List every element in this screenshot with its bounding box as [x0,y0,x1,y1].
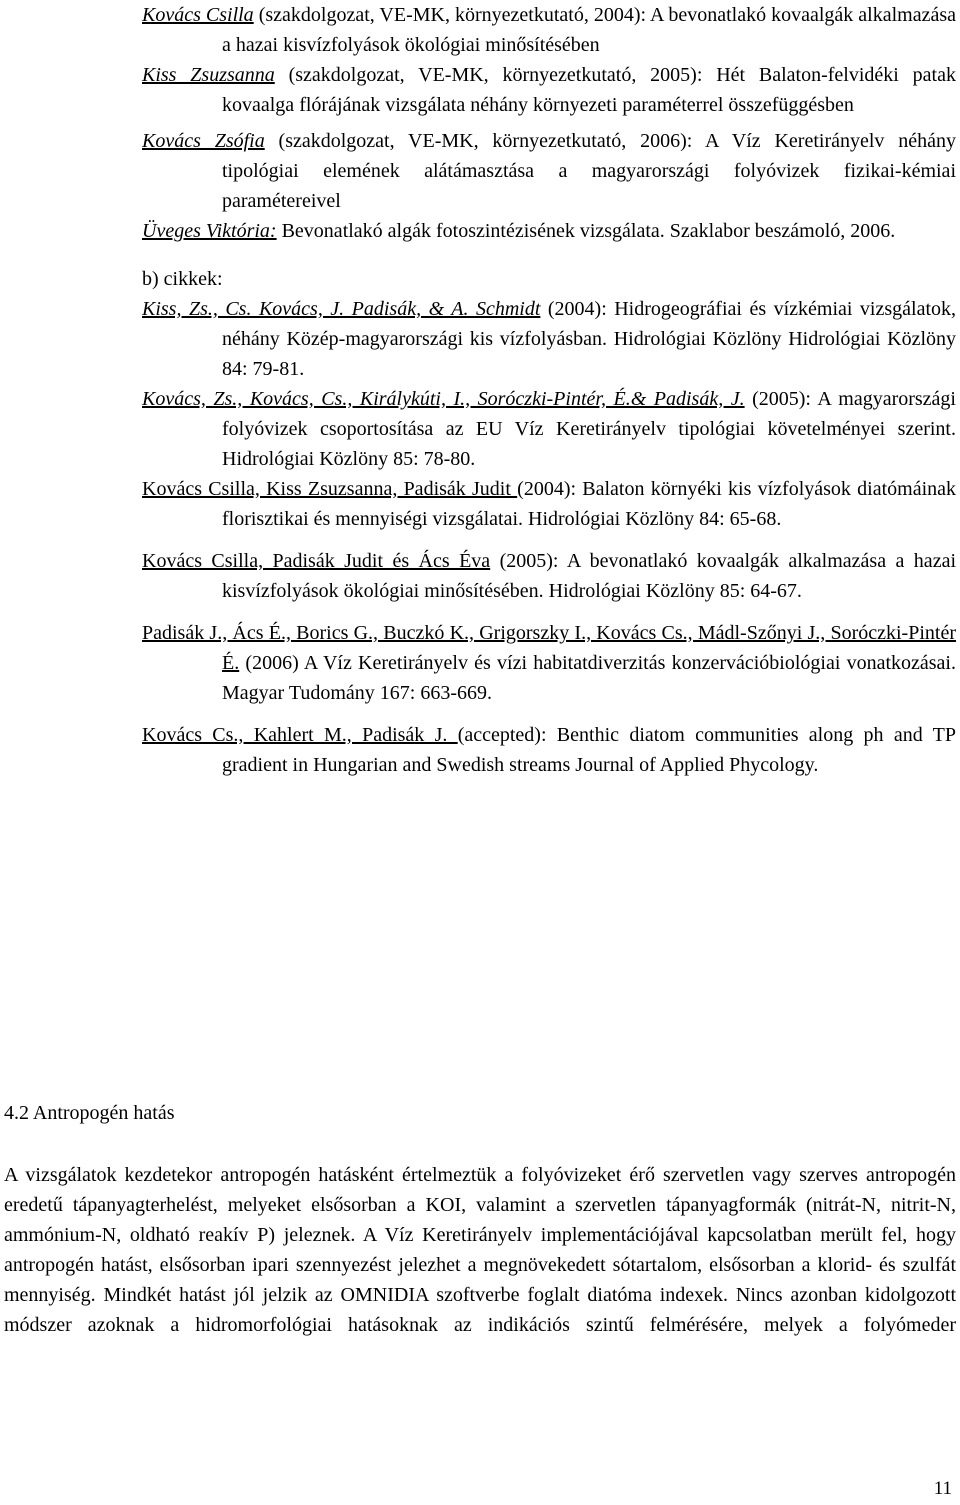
reference-text: (szakdolgozat, VE-MK, környezetkutató, 2006): A Víz Keretirányelv néhány tipológiai elemének alátámasztása a magyarországi folyóvizek fizikai-kémiai paramétereivel [222,130,956,212]
reference-author: Kiss, Zs., Cs. Kovács, J. Padisák, & A. Schmidt [142,298,541,320]
reference-author: Kovács Zsófia [142,130,265,152]
reference-text: Bevonatlakó algák fotoszintézisének vizsgálata. Szaklabor beszámoló, 2006. [276,220,896,242]
section-paragraph: A vizsgálatok kezdetekor antropogén hatásként értelmeztük a folyóvizeket érő szervetlen vagy szerves antropogén eredetű tápanyagterhelést, melyeket elsősorban a KOI, valamint a szervetlen tápanyagformák (nitrát-N, nitrit-N, ammónium-N, oldható reakív P) jeleznek. A Víz Keretirányelv implementációjával kapcsolatban merült fel, hogy antropogén hatást, elsősorban ipari szennyezést jelezhet a megnövekedett sótartalom, elsősorban a klorid- és szulfát mennyiség. Mindkét hatást jól jelzik az OMNIDIA szoftverbe foglalt diatóma indexek. Nincs azonban kidolgozott módszer azoknak a hidromorfológiai hatásoknak az indikációs szintű felmérésére, melyek a folyómeder [4,1164,956,1336]
reference-text: (2004): Balaton környéki kis vízfolyások diatómáinak florisztikai és mennyiségi vizsgálatai. Hidrológiai Közlöny 84: 65-68. [222,478,957,530]
reference-text: (2006) A Víz Keretirányelv és vízi habitatdiverzitás konzervációbiológiai vonatkozásai. Magyar Tudomány 167: 663-669. [222,652,956,704]
reference-text: (2004): Hidrogeográfiai és vízkémiai vizsgálatok, néhány Közép-magyarországi kis vízfolyásban. Hidrológiai Közlöny Hidrológiai Közlöny 84: 79-81. [222,298,957,380]
reference-author: Kovács Csilla [142,4,254,26]
reference-entry [142,294,956,384]
reference-text: (2005): A magyarországi folyóvizek csoportosítása az EU Víz Keretirányelv tipológiai követelményei szerint. Hidrológiai Közlöny 85: 78-80. [222,388,956,470]
reference-text: (accepted): Benthic diatom communities along ph and TP gradient in Hungarian and Swedish streams Journal of Applied Phycology. [222,724,956,776]
reference-author: Padisák J., Ács É., Borics G., Buczkó K., Grigorszky I., Kovács Cs., Mádl-Szőnyi J., Soróczki-Pintér É. [142,622,956,674]
reference-text: (2005): A bevonatlakó kovaalgák alkalmazása a hazai kisvízfolyások ökológiai minősítésében. Hidrológiai Közlöny 85: 64-67. [222,550,956,602]
reference-entry [142,216,956,246]
reference-entry [142,546,956,606]
reference-entry [142,618,956,708]
reference-list [142,0,956,780]
reference-text: (szakdolgozat, VE-MK, környezetkutató, 2005): Hét Balaton-felvidéki patak kovaalga flórájának vizsgálata néhány környezeti paraméterrel összefüggésben [222,64,956,116]
reference-author: Kovács Csilla, Padisák Judit és Ács Éva [142,550,491,572]
reference-entry [142,474,956,534]
reference-entry [142,384,956,474]
subsection-label: b) cikkek: [142,268,223,290]
reference-entry [142,0,956,60]
reference-author: Kovács, Zs., Kovács, Cs., Királykúti, I., Soróczki-Pintér, É.& Padisák, J. [142,388,745,410]
reference-text: (szakdolgozat, VE-MK, környezetkutató, 2004): A bevonatlakó kovaalgák alkalmazása a hazai kisvízfolyások ökológiai minősítésében [222,4,956,56]
reference-entry [142,60,956,120]
reference-entry [142,126,956,216]
reference-entry [142,720,956,780]
page-number: 11 [933,1478,952,1499]
section-heading: 4.2 Antropogén hatás [4,1102,175,1124]
reference-author: Kovács Cs., Kahlert M., Padisák J. [142,724,458,746]
reference-author: Kovács Csilla, Kiss Zsuzsanna, Padisák Judit [142,478,518,500]
reference-author: Üveges Viktória: [142,220,277,242]
reference-author: Kiss Zsuzsanna [142,64,275,86]
